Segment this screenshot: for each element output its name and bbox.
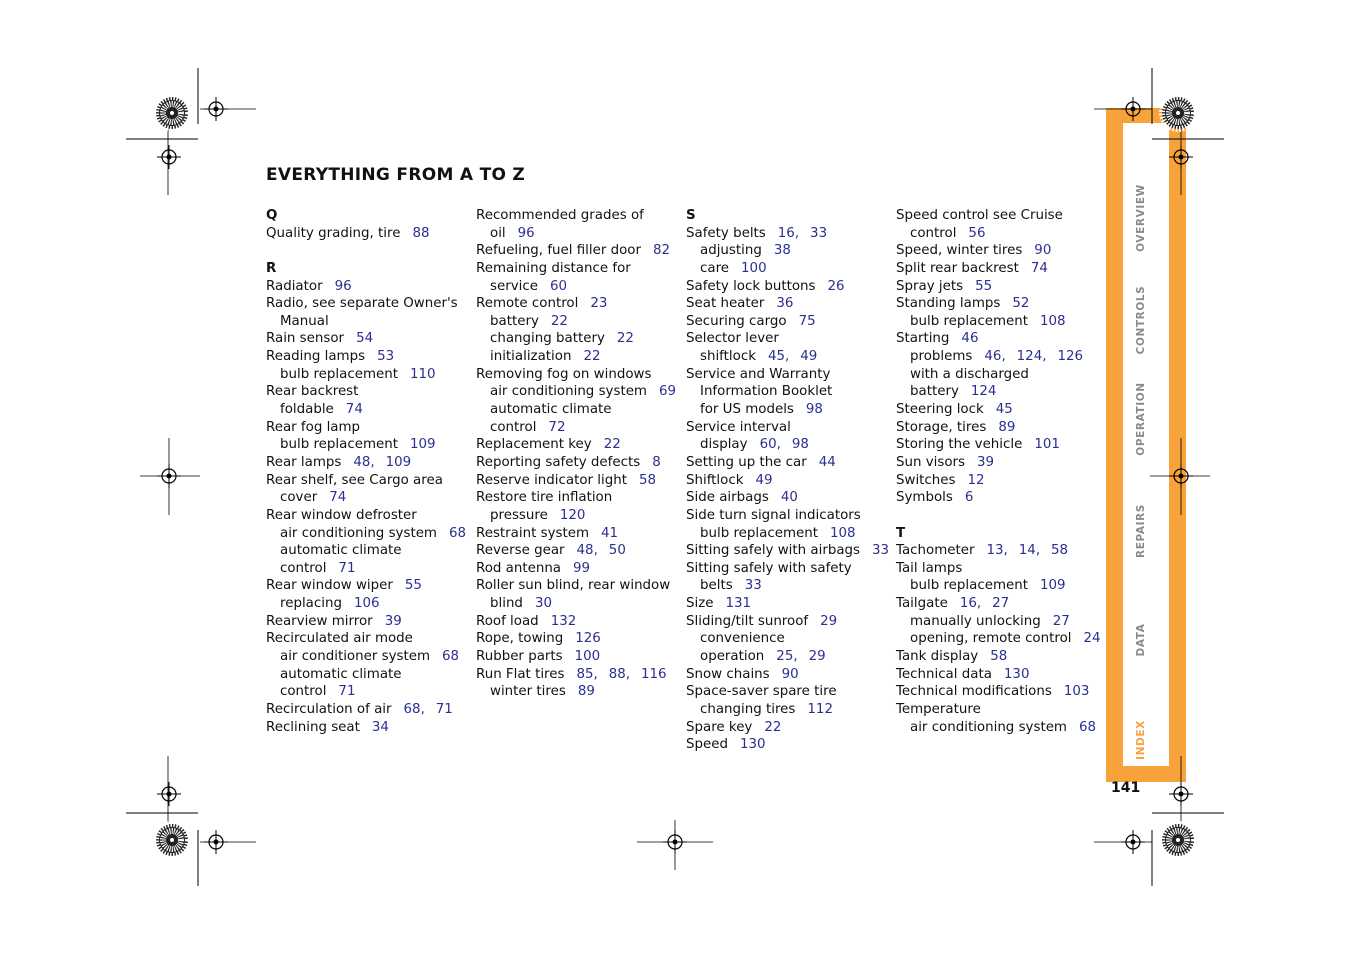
index-term: Radiator	[266, 278, 323, 294]
index-term: Storage, tires	[896, 419, 987, 435]
page-reference-link[interactable]: 29	[808, 649, 826, 665]
index-term: automatic climate	[280, 666, 402, 682]
index-term: Remaining distance for	[476, 260, 631, 276]
page-reference-link[interactable]: 89	[577, 684, 595, 700]
index-term: Tachometer	[896, 543, 975, 559]
index-term: Quality grading, tire	[266, 225, 401, 241]
index-term: Tail lamps	[896, 560, 963, 576]
page-reference-link[interactable]: 126	[1057, 349, 1083, 365]
index-subentry: shiftlock 45, 49	[700, 349, 818, 365]
page-reference-link[interactable]: 88	[608, 666, 626, 682]
index-term: control	[280, 684, 327, 700]
index-term: belts	[700, 578, 733, 594]
index-term: bulb replacement	[910, 313, 1028, 329]
page-reference-link[interactable]: 46	[984, 349, 1002, 365]
index-entry: Safety belts 16, 33	[686, 225, 828, 241]
index-term: Rod antenna	[476, 560, 562, 576]
page-reference-link[interactable]: 112	[807, 701, 833, 717]
page-reference-link[interactable]: 27	[992, 596, 1010, 612]
index-term: Recommended grades of	[476, 208, 644, 223]
index-letter-heading: S	[686, 208, 696, 223]
page-reference-link[interactable]: 58	[990, 649, 1008, 665]
index-term: Temperature	[896, 701, 981, 717]
index-term: problems	[910, 349, 973, 365]
page-reference-link[interactable]: 71	[435, 701, 453, 717]
index-term: Starting	[896, 331, 950, 347]
index-term: Rear window defroster	[266, 507, 417, 523]
index-term: Storing the vehicle	[896, 437, 1023, 453]
index-term: Sun visors	[896, 454, 966, 470]
index-term: Switches	[896, 472, 956, 488]
index-term: display	[700, 437, 748, 453]
page-number: 141	[1111, 780, 1141, 796]
page-reference-link[interactable]: 23	[590, 296, 608, 312]
index-term: Replacement key	[476, 437, 592, 453]
page-reference-link[interactable]: 52	[1012, 296, 1030, 312]
index-term: care	[700, 260, 730, 276]
tab-repairs[interactable]: REPAIRS	[1135, 504, 1147, 558]
page-reference-link[interactable]: 33	[872, 543, 890, 559]
page-reference-link[interactable]: 39	[384, 613, 402, 629]
index-term: bulb replacement	[700, 525, 818, 541]
page-reference-link[interactable]: 36	[776, 296, 794, 312]
index-letter-heading: Q	[266, 208, 278, 223]
index-term: replacing	[280, 596, 342, 612]
page-reference-link[interactable]: 22	[616, 331, 634, 347]
index-term: Rain sensor	[266, 331, 345, 347]
tab-data[interactable]: DATA	[1135, 623, 1147, 657]
page-reference-link[interactable]: 22	[764, 719, 782, 735]
index-term: Speed	[686, 737, 728, 753]
page-reference-link[interactable]: 109	[409, 437, 436, 453]
index-entry: Recirculation of air 68, 71	[266, 701, 453, 717]
index-term: blind	[490, 596, 523, 612]
page-reference-link[interactable]: 46	[961, 331, 979, 347]
index-term: Reclining seat	[266, 719, 360, 735]
page-reference-link[interactable]: 71	[338, 560, 356, 576]
page-reference-link[interactable]: 89	[998, 419, 1016, 435]
index-term: Shiftlock	[686, 472, 744, 488]
page-reference-link[interactable]: 22	[603, 437, 621, 453]
index-term: foldable	[280, 402, 334, 418]
page-reference-link[interactable]: 126	[575, 631, 601, 647]
index-term: Sliding/tilt sunroof	[686, 613, 809, 629]
page-reference-link[interactable]: 38	[773, 243, 791, 259]
page-reference-link[interactable]: 39	[977, 454, 995, 470]
page-title: EVERYTHING FROM A TO Z	[266, 165, 526, 185]
index-term: Rear lamps	[266, 454, 342, 470]
index-term: changing tires	[700, 701, 796, 717]
index-term: Recirculation of air	[266, 701, 392, 717]
page-reference-link[interactable]: 82	[653, 243, 671, 259]
index-term: Reporting safety defects	[476, 454, 641, 470]
page-reference-link[interactable]: 72	[548, 419, 566, 435]
page-reference-link[interactable]: 74	[329, 490, 347, 506]
index-subentry: problems 46, 124, 126	[910, 349, 1083, 365]
index-term: Roller sun blind, rear window	[476, 578, 671, 594]
index-term: Steering lock	[896, 402, 984, 418]
index-term: bulb replacement	[280, 366, 398, 382]
index-term: air conditioning system	[910, 719, 1067, 735]
page-reference-link[interactable]: 88	[412, 225, 430, 241]
index-term: Information Booklet	[700, 384, 833, 400]
page-reference-link[interactable]: 14	[1018, 543, 1036, 559]
index-term: Safety belts	[686, 225, 766, 241]
index-term: cover	[280, 490, 318, 506]
index-term: Rear fog lamp	[266, 419, 361, 435]
index-term: winter tires	[490, 684, 566, 700]
index-term: Speed, winter tires	[896, 243, 1023, 259]
index-term: Securing cargo	[686, 313, 787, 329]
index-term: bulb replacement	[910, 578, 1028, 594]
index-term: Rear shelf, see Cargo area	[266, 472, 443, 488]
page-reference-link[interactable]: 60	[759, 437, 777, 453]
page-reference-link[interactable]: 27	[1052, 613, 1070, 629]
index-entry: Run Flat tires 85, 88, 116	[476, 666, 667, 682]
index-term: Spare key	[686, 719, 753, 735]
page-reference-link[interactable]: 24	[1083, 631, 1101, 647]
index-term: Space-saver spare tire	[686, 684, 837, 700]
index-term: Recirculated air mode	[266, 631, 413, 647]
index-entry: Tachometer 13, 14, 58	[896, 543, 1069, 559]
page-reference-link[interactable]: 56	[968, 225, 986, 241]
index-subentry: display 60, 98	[700, 437, 809, 453]
index-term: Sitting safely with airbags	[686, 543, 860, 559]
index-term: automatic climate	[490, 402, 612, 418]
index-term: with a discharged	[910, 366, 1029, 382]
index-term: Speed control see Cruise	[896, 208, 1063, 223]
index-term: Restore tire inflation	[476, 490, 613, 506]
page-reference-link[interactable]: 25	[776, 649, 794, 665]
page-reference-link[interactable]: 74	[1030, 260, 1048, 276]
page-reference-link[interactable]: 16	[959, 596, 977, 612]
index-term: Rearview mirror	[266, 613, 373, 629]
index-term: Split rear backrest	[896, 260, 1019, 276]
page-reference-link[interactable]: 33	[744, 578, 762, 594]
index-subentry: operation 25, 29	[700, 649, 826, 665]
index-term: control	[280, 560, 327, 576]
index-term: Size	[686, 596, 714, 612]
page-reference-link[interactable]: 110	[409, 366, 436, 382]
page-reference-link[interactable]: 44	[818, 454, 836, 470]
index-term: automatic climate	[280, 543, 402, 559]
index-term: Side turn signal indicators	[686, 507, 861, 523]
index-term: Seat heater	[686, 296, 765, 312]
index-term: air conditioning system	[280, 525, 437, 541]
page-reference-link[interactable]: 30	[534, 596, 552, 612]
page-reference-link[interactable]: 50	[608, 543, 626, 559]
page-reference-link[interactable]: 22	[583, 349, 601, 365]
index-term: Rear backrest	[266, 384, 359, 400]
page-reference-link[interactable]: 45	[767, 349, 785, 365]
index-term: pressure	[490, 507, 548, 523]
page-reference-link[interactable]: 103	[1063, 684, 1090, 700]
index-term: Selector lever	[686, 331, 779, 347]
index-term: initialization	[490, 349, 572, 365]
page-reference-link[interactable]: 58	[1051, 543, 1069, 559]
page-reference-link[interactable]: 13	[986, 543, 1004, 559]
page-reference-link[interactable]: 12	[967, 472, 985, 488]
page-reference-link[interactable]: 106	[353, 596, 380, 612]
index-term: changing battery	[490, 331, 605, 347]
index-term: control	[910, 225, 957, 241]
index-term: Setting up the car	[686, 454, 807, 470]
index-term: Service interval	[686, 419, 791, 435]
page-reference-link[interactable]: 98	[805, 402, 823, 418]
page-reference-link[interactable]: 22	[550, 313, 568, 329]
page-reference-link[interactable]: 49	[755, 472, 773, 488]
page-reference-link[interactable]: 71	[338, 684, 356, 700]
page-reference-link[interactable]: 99	[573, 560, 591, 576]
index-letter-heading: T	[896, 525, 906, 541]
index-term: Manual	[280, 313, 329, 329]
page-reference-link[interactable]: 48	[576, 543, 594, 559]
tab-index[interactable]: INDEX	[1135, 720, 1147, 760]
index-letter-heading: R	[266, 260, 277, 276]
index-term: control	[490, 419, 537, 435]
page-reference-link[interactable]: 96	[517, 225, 535, 241]
page-reference-link[interactable]: 108	[1039, 313, 1066, 329]
page-reference-link[interactable]: 26	[827, 278, 845, 294]
page-reference-link[interactable]: 48	[353, 454, 371, 470]
page-reference-link[interactable]: 33	[810, 225, 828, 241]
index-term: Side airbags	[686, 490, 769, 506]
page-reference-link[interactable]: 68	[448, 525, 467, 541]
page-reference-link[interactable]: 69	[658, 384, 677, 400]
index-entry: Tailgate 16, 27	[896, 596, 1010, 612]
index-term: shiftlock	[700, 349, 756, 365]
page-reference-link[interactable]: 124	[1016, 349, 1043, 365]
page-reference-link[interactable]: 16	[777, 225, 795, 241]
page-reference-link[interactable]: 100	[574, 649, 601, 665]
index-term: Roof load	[476, 613, 539, 629]
page-reference-link[interactable]: 130	[739, 737, 766, 753]
index-term: Rear window wiper	[266, 578, 393, 594]
page-reference-link[interactable]: 34	[371, 719, 389, 735]
index-term: Tailgate	[896, 596, 948, 612]
page-reference-link[interactable]: 49	[800, 349, 818, 365]
index-term: Reserve indicator light	[476, 472, 627, 488]
tab-operation[interactable]: OPERATION	[1135, 382, 1147, 456]
page-reference-link[interactable]: 41	[601, 525, 619, 541]
index-term: opening, remote control	[910, 631, 1072, 647]
index-term: Rope, towing	[476, 631, 564, 647]
index-term: air conditioner system	[280, 649, 431, 665]
page-reference-link[interactable]: 54	[356, 331, 374, 347]
index-term: Removing fog on windows	[476, 366, 652, 382]
page-reference-link[interactable]: 109	[1039, 578, 1066, 594]
page-reference-link[interactable]: 132	[550, 613, 577, 629]
index-term: oil	[490, 225, 506, 241]
index-term: Safety lock buttons	[686, 278, 816, 294]
page-reference-link[interactable]: 100	[741, 260, 767, 276]
page-reference-link[interactable]: 68	[1078, 719, 1097, 735]
index-term: Service and Warranty	[686, 366, 831, 382]
index-term: Reverse gear	[476, 543, 565, 559]
page-reference-link[interactable]: 29	[820, 613, 838, 629]
page-reference-link[interactable]: 60	[549, 278, 568, 294]
page-reference-link[interactable]: 108	[829, 525, 856, 541]
page-reference-link[interactable]: 90	[781, 666, 799, 682]
page-reference-link[interactable]: 131	[725, 596, 752, 612]
index-term: battery	[910, 384, 959, 400]
tab-overview[interactable]: OVERVIEW	[1135, 184, 1147, 252]
page-reference-link[interactable]: 98	[791, 437, 809, 453]
index-term: bulb replacement	[280, 437, 398, 453]
page-reference-link[interactable]: 55	[975, 278, 993, 294]
index-term: convenience	[700, 631, 785, 647]
index-term: battery	[490, 313, 539, 329]
index-term: Snow chains	[686, 666, 770, 682]
index-term: Reading lamps	[266, 349, 366, 365]
page-reference-link[interactable]: 90	[1034, 243, 1052, 259]
index-term: adjusting	[700, 243, 762, 259]
index-term: Remote control	[476, 296, 579, 312]
index-term: Restraint system	[476, 525, 590, 541]
page-reference-link[interactable]: 85	[576, 666, 594, 682]
index-term: operation	[700, 649, 765, 665]
page-reference-link[interactable]: 55	[404, 578, 422, 594]
index-term: Radio, see separate Owner's	[266, 296, 458, 312]
page-reference-link[interactable]: 45	[995, 402, 1013, 418]
index-term: Standing lamps	[896, 296, 1001, 312]
index-term: Technical data	[896, 666, 992, 682]
index-term: Technical modifications	[896, 684, 1052, 700]
page-reference-link[interactable]: 6	[964, 490, 974, 506]
page-reference-link[interactable]: 109	[385, 454, 412, 470]
index-term: Rubber parts	[476, 649, 563, 665]
index-term: Sitting safely with safety	[686, 560, 852, 576]
page-reference-link[interactable]: 124	[970, 384, 997, 400]
page-reference-link[interactable]: 75	[798, 313, 816, 329]
page-reference-link[interactable]: 68	[442, 649, 460, 665]
index-term: Run Flat tires	[476, 666, 565, 682]
page-reference-link[interactable]: 130	[1003, 666, 1030, 682]
page-reference-link[interactable]: 40	[780, 490, 798, 506]
page-reference-link[interactable]: 101	[1034, 437, 1060, 453]
tab-controls[interactable]: CONTROLS	[1135, 285, 1147, 355]
index-entry: Rear lamps 48, 109	[266, 454, 412, 470]
index-term: Spray jets	[896, 278, 964, 294]
index-term: air conditioning system	[490, 384, 647, 400]
index-term: Symbols	[896, 490, 953, 506]
page-reference-link[interactable]: 53	[377, 349, 395, 365]
index-term: for US models	[700, 402, 794, 418]
page-reference-link[interactable]: 96	[334, 278, 352, 294]
index-entry: Reverse gear 48, 50	[476, 543, 626, 559]
page-reference-link[interactable]: 8	[652, 454, 661, 470]
index-term: manually unlocking	[910, 613, 1041, 629]
index-term: Tank display	[896, 649, 979, 665]
page-reference-link[interactable]: 116	[641, 666, 667, 682]
index-term: service	[490, 278, 538, 294]
page-reference-link[interactable]: 58	[638, 472, 657, 488]
index-term: Refueling, fuel filler door	[476, 243, 642, 259]
page-reference-link[interactable]: 68	[403, 701, 421, 717]
page-reference-link[interactable]: 120	[559, 507, 586, 523]
page-reference-link[interactable]: 74	[345, 402, 363, 418]
